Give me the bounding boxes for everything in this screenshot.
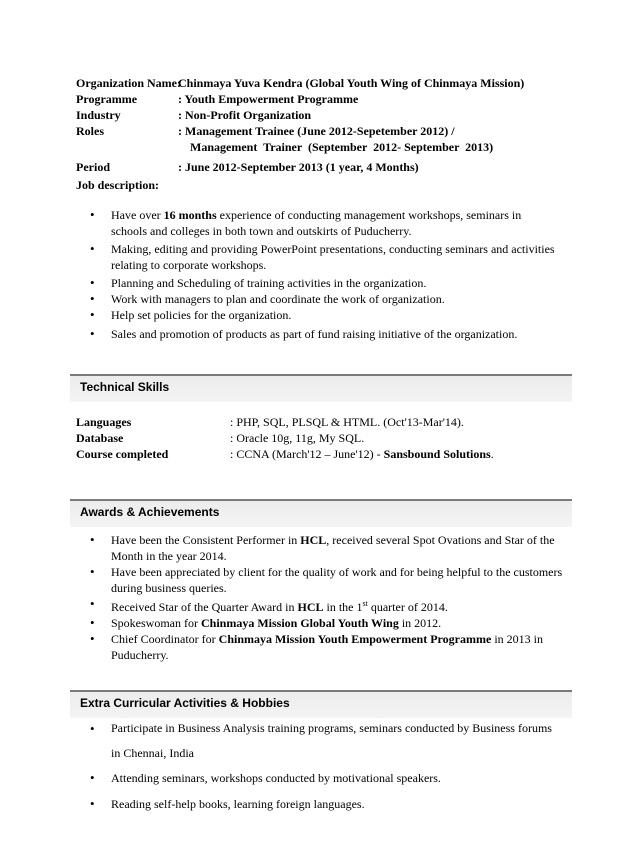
skill-key: Course completed <box>76 447 169 461</box>
org-key: Industry <box>76 108 121 122</box>
skill-value: : CCNA (March'12 – June'12) - Sansbound Solutions. <box>230 447 494 461</box>
org-value: : Youth Empowerment Programme <box>178 92 359 106</box>
list-item: • Help set policies for the organization. <box>76 307 556 323</box>
job-description-heading: Job description: <box>76 178 160 192</box>
list-item: • Have been appreciated by client for the quality of work and for being helpful to the customers during business queries. <box>76 564 570 596</box>
list-item: • Making, editing and providing PowerPoint presentations, conducting seminars and activities relating to corporate workshops. <box>76 241 556 273</box>
list-item: • Chief Coordinator for Chinmaya Mission Youth Empowerment Programme in 2013 in Puducherry. <box>76 631 570 663</box>
skill-value: : PHP, SQL, PLSQL & HTML. (Oct'13-Mar'14). <box>230 415 464 429</box>
org-value: : Management Trainee (June 2012-Sepetember 2012) / <box>178 124 455 138</box>
skill-value: : Oracle 10g, 11g, My SQL. <box>230 431 365 445</box>
org-key: Organization Name: <box>76 76 181 90</box>
section-header-technical-skills <box>70 374 572 402</box>
list-item: • Have over 16 months experience of conducting management workshops, seminars in schools and colleges in both town and outskirts of Puducherry. <box>76 207 556 239</box>
list-item: • Sales and promotion of products as part of fund raising initiative of the organization. <box>76 326 556 342</box>
extra-curricular-list <box>76 716 556 812</box>
org-key: Roles <box>76 124 104 138</box>
list-item: • Have been the Consistent Performer in HCL, received several Spot Ovations and Star of the Month in the year 2014. <box>76 532 570 564</box>
section-header-extra-curricular <box>70 690 572 718</box>
section-title: Awards & Achievements <box>80 505 220 519</box>
skill-key: Languages <box>76 415 132 429</box>
skill-key: Database <box>76 431 124 445</box>
org-key: Programme <box>76 92 138 106</box>
list-item: • Attending seminars, workshops conducted by motivational speakers. <box>76 770 556 786</box>
org-key: Period <box>76 160 110 174</box>
job-description-list <box>76 207 556 342</box>
section-title: Extra Curricular Activities & Hobbies <box>80 696 290 710</box>
list-item: • Work with managers to plan and coordinate the work of organization. <box>76 291 556 307</box>
org-value: Chinmaya Yuva Kendra (Global Youth Wing of Chinmaya Mission) <box>178 76 525 90</box>
section-title: Technical Skills <box>80 380 170 394</box>
org-value: Management Trainer (September 2012- September 2013) <box>178 140 494 154</box>
list-item: • Reading self-help books, learning foreign languages. <box>76 796 556 812</box>
section-header-awards <box>70 499 572 527</box>
list-item: • Spokeswoman for Chinmaya Mission Global Youth Wing in 2012. <box>76 615 570 631</box>
org-value: : Non-Profit Organization <box>178 108 312 122</box>
list-item: • Planning and Scheduling of training activities in the organization. <box>76 275 556 291</box>
list-item: • Received Star of the Quarter Award in HCL in the 1st quarter of 2014. <box>76 596 570 615</box>
awards-list <box>76 532 570 663</box>
org-value: : June 2012-September 2013 (1 year, 4 Months) <box>178 160 419 174</box>
list-item: • Participate in Business Analysis training programs, seminars conducted by Business forums in Chennai, India <box>76 716 556 766</box>
